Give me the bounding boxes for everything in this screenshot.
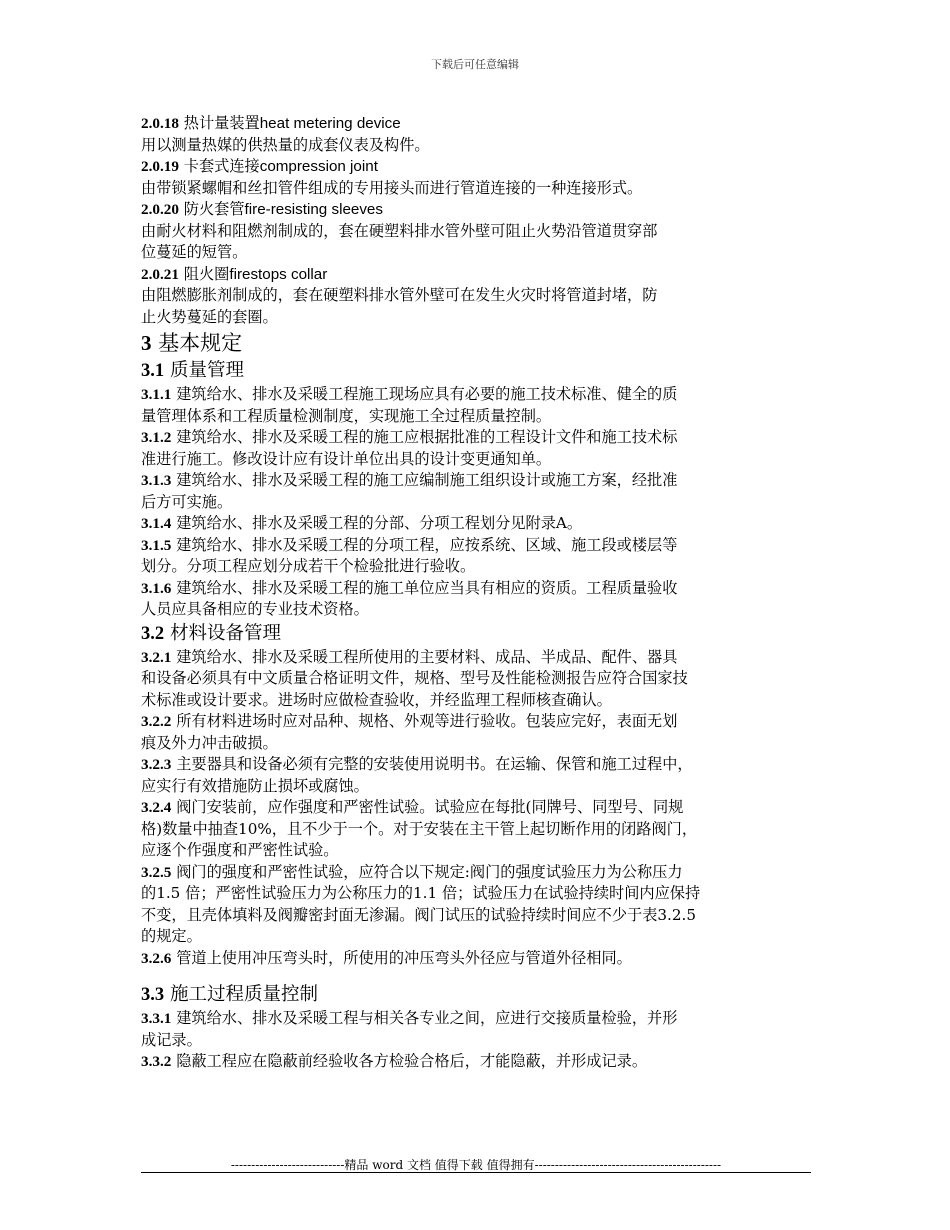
clause-3-2-1 xyxy=(141,647,821,712)
term-cn: 阻火圈 xyxy=(183,264,230,283)
clause-text: 主要器具和设备必须有完整的安装使用说明书。在运输、保管和施工过程中， xyxy=(176,755,693,773)
clause-3-2-6 xyxy=(141,948,821,970)
clause-text: 建筑给水、排水及采暖工程的施工单位应当具有相应的资质。工程质量验收 xyxy=(176,578,678,597)
document-body xyxy=(141,113,821,1073)
clause-number: 2.0.21 xyxy=(141,265,179,283)
clause-text: 的规定。 xyxy=(141,927,202,945)
clause-3-3-1 xyxy=(141,1008,821,1051)
clause-text: 格)数量中抽查10%，且不少于一个。对于安装在主干管上起切断作用的闭路阀门， xyxy=(141,819,698,838)
term-en: compression joint xyxy=(259,158,378,175)
clause-text: 所有材料进场时应对品种、规格、外观等进行验收。包装应完好，表面无划 xyxy=(176,712,678,730)
clause-3-1-6 xyxy=(141,578,821,621)
clause-3-2-3 xyxy=(141,754,821,797)
clause-number: 3.2.2 xyxy=(141,713,172,730)
definition-text: 由阻燃膨胀剂制成的，套在硬塑料排水管外壁可在发生火灾时将管道封堵，防 xyxy=(141,286,658,304)
page-header: 下载后可任意编辑 xyxy=(431,58,519,71)
clause-number: 3.1.3 xyxy=(141,472,172,489)
clause-number: 3.1.1 xyxy=(141,386,172,403)
section-title: 质量管理 xyxy=(170,360,245,381)
definition-text: 用以测量热媒的供热量的成套仪表及构件。 xyxy=(141,135,430,154)
clause-number: 3.2.5 xyxy=(141,863,172,881)
clause-text: 划分。分项工程应划分成若干个检验批进行验收。 xyxy=(141,557,476,575)
section-number: 3.1 xyxy=(141,361,165,381)
clause-number: 3.1.5 xyxy=(141,536,172,554)
term-cn: 热计量装置 xyxy=(183,114,260,132)
definition-text: 由耐火材料和阻燃剂制成的，套在硬塑料排水管外壁可阻止火势沿管道贯穿部 xyxy=(141,221,658,240)
clause-3-1-5 xyxy=(141,535,821,578)
section-number: 3.2 xyxy=(141,623,165,644)
clause-text: 痕及外力冲击破损。 xyxy=(141,733,278,752)
definition-text: 止火势蔓延的套圈。 xyxy=(141,307,278,326)
clause-number: 3.2.4 xyxy=(141,799,172,816)
term-cn: 卡套式连接 xyxy=(183,157,260,175)
section-heading-3-2 xyxy=(141,621,821,647)
section-title: 施工过程质量控制 xyxy=(170,984,319,1005)
clause-text: 建筑给水、排水及采暖工程的分部、分项工程划分见附录A。 xyxy=(176,514,583,532)
section-title: 材料设备管理 xyxy=(170,622,282,644)
term-cn: 防火套管 xyxy=(183,200,245,218)
clause-text: 建筑给水、排水及采暖工程的施工应编制施工组织设计或施工方案，经批准 xyxy=(176,471,678,489)
page-footer: ----------------------------精品 word 文档 值得下载 值得拥有---------------------------------------------- xyxy=(230,1158,722,1172)
definition-2-0-18 xyxy=(141,113,821,156)
definition-text: 位蔓延的短管。 xyxy=(141,243,248,261)
clause-text: 建筑给水、排水及采暖工程的分项工程，应按系统、区域、施工段或楼层等 xyxy=(176,535,678,554)
section-heading-3-3 xyxy=(141,982,821,1008)
clause-3-2-4 xyxy=(141,797,821,862)
definition-2-0-19 xyxy=(141,156,821,199)
clause-text: 准进行施工。修改设计应有设计单位出具的设计变更通知单。 xyxy=(141,449,552,468)
footer-rule xyxy=(141,1172,811,1173)
term-en: fire-resisting sleeves xyxy=(244,201,383,218)
clause-text: 建筑给水、排水及采暖工程所使用的主要材料、成品、半成品、配件、器具 xyxy=(176,647,678,666)
clause-text: 阀门安装前，应作强度和严密性试验。试验应在每批(同牌号、同型号、同规 xyxy=(176,798,684,816)
section-heading-3-1 xyxy=(141,358,821,384)
clause-3-2-5 xyxy=(141,862,821,948)
clause-3-1-4 xyxy=(141,513,821,535)
clause-text: 成记录。 xyxy=(141,1030,202,1049)
clause-3-1-1 xyxy=(141,384,821,427)
clause-text: 和设备必须具有中文质量合格证明文件，规格、型号及性能检测报告应符合国家技 xyxy=(141,669,688,687)
definition-2-0-21 xyxy=(141,264,821,329)
clause-text: 不变，且壳体填料及阀瓣密封面无渗漏。阀门试压的试验持续时间应不少于表3.2.5 xyxy=(141,905,697,924)
clause-number: 3.2.6 xyxy=(141,949,172,967)
clause-3-3-2 xyxy=(141,1051,821,1073)
clause-text: 应实行有效措施防止损坏或腐蚀。 xyxy=(141,776,369,795)
clause-3-2-2 xyxy=(141,711,821,754)
clause-number: 3.3.1 xyxy=(141,1010,172,1027)
clause-text: 建筑给水、排水及采暖工程的施工应根据批准的工程设计文件和施工技术标 xyxy=(176,428,678,446)
clause-number: 3.1.6 xyxy=(141,579,172,597)
definition-2-0-20 xyxy=(141,199,821,264)
clause-text: 应逐个作强度和严密性试验。 xyxy=(141,841,339,859)
term-en: firestops collar xyxy=(229,265,328,283)
clause-number: 2.0.20 xyxy=(141,201,179,218)
clause-text: 管道上使用冲压弯头时，所使用的冲压弯头外径应与管道外径相同。 xyxy=(176,948,632,967)
clause-text: 量管理体系和工程质量检测制度，实现施工全过程质量控制。 xyxy=(141,406,552,425)
clause-number: 3.1.4 xyxy=(141,515,172,532)
chapter-title: 基本规定 xyxy=(158,331,243,355)
clause-3-1-2 xyxy=(141,427,821,470)
definition-text: 由带锁紧螺帽和丝扣管件组成的专用接头而进行管道连接的一种连接形式。 xyxy=(141,178,643,197)
clause-number: 2.0.18 xyxy=(141,115,179,132)
term-en: heat metering device xyxy=(259,115,401,132)
clause-number: 3.2.1 xyxy=(141,648,172,666)
clause-number: 2.0.19 xyxy=(141,158,179,175)
clause-number: 3.3.2 xyxy=(141,1053,172,1070)
clause-text: 的1.5 倍；严密性试验压力为公称压力的1.1 倍；试验压力在试验持续时间内应保持 xyxy=(141,884,701,902)
clause-text: 后方可实施。 xyxy=(141,492,233,511)
clause-text: 阀门的强度和严密性试验，应符合以下规定:阀门的强度试验压力为公称压力 xyxy=(176,862,683,881)
clause-text: 隐蔽工程应在隐蔽前经验收各方检验合格后，才能隐蔽，并形成记录。 xyxy=(176,1052,648,1070)
chapter-heading xyxy=(141,328,821,358)
clause-text: 术标准或设计要求。进场时应做检查验收，并经监理工程师核查确认。 xyxy=(141,690,612,709)
chapter-number: 3 xyxy=(141,331,152,355)
clause-number: 3.1.2 xyxy=(141,429,172,446)
section-number: 3.3 xyxy=(141,985,165,1005)
clause-text: 建筑给水、排水及采暖工程施工现场应具有必要的施工技术标准、健全的质 xyxy=(176,385,678,403)
clause-text: 人员应具备相应的专业技术资格。 xyxy=(141,600,369,618)
clause-number: 3.2.3 xyxy=(141,756,172,773)
clause-text: 建筑给水、排水及采暖工程与相关各专业之间，应进行交接质量检验，并形 xyxy=(176,1009,678,1027)
clause-3-1-3 xyxy=(141,470,821,513)
